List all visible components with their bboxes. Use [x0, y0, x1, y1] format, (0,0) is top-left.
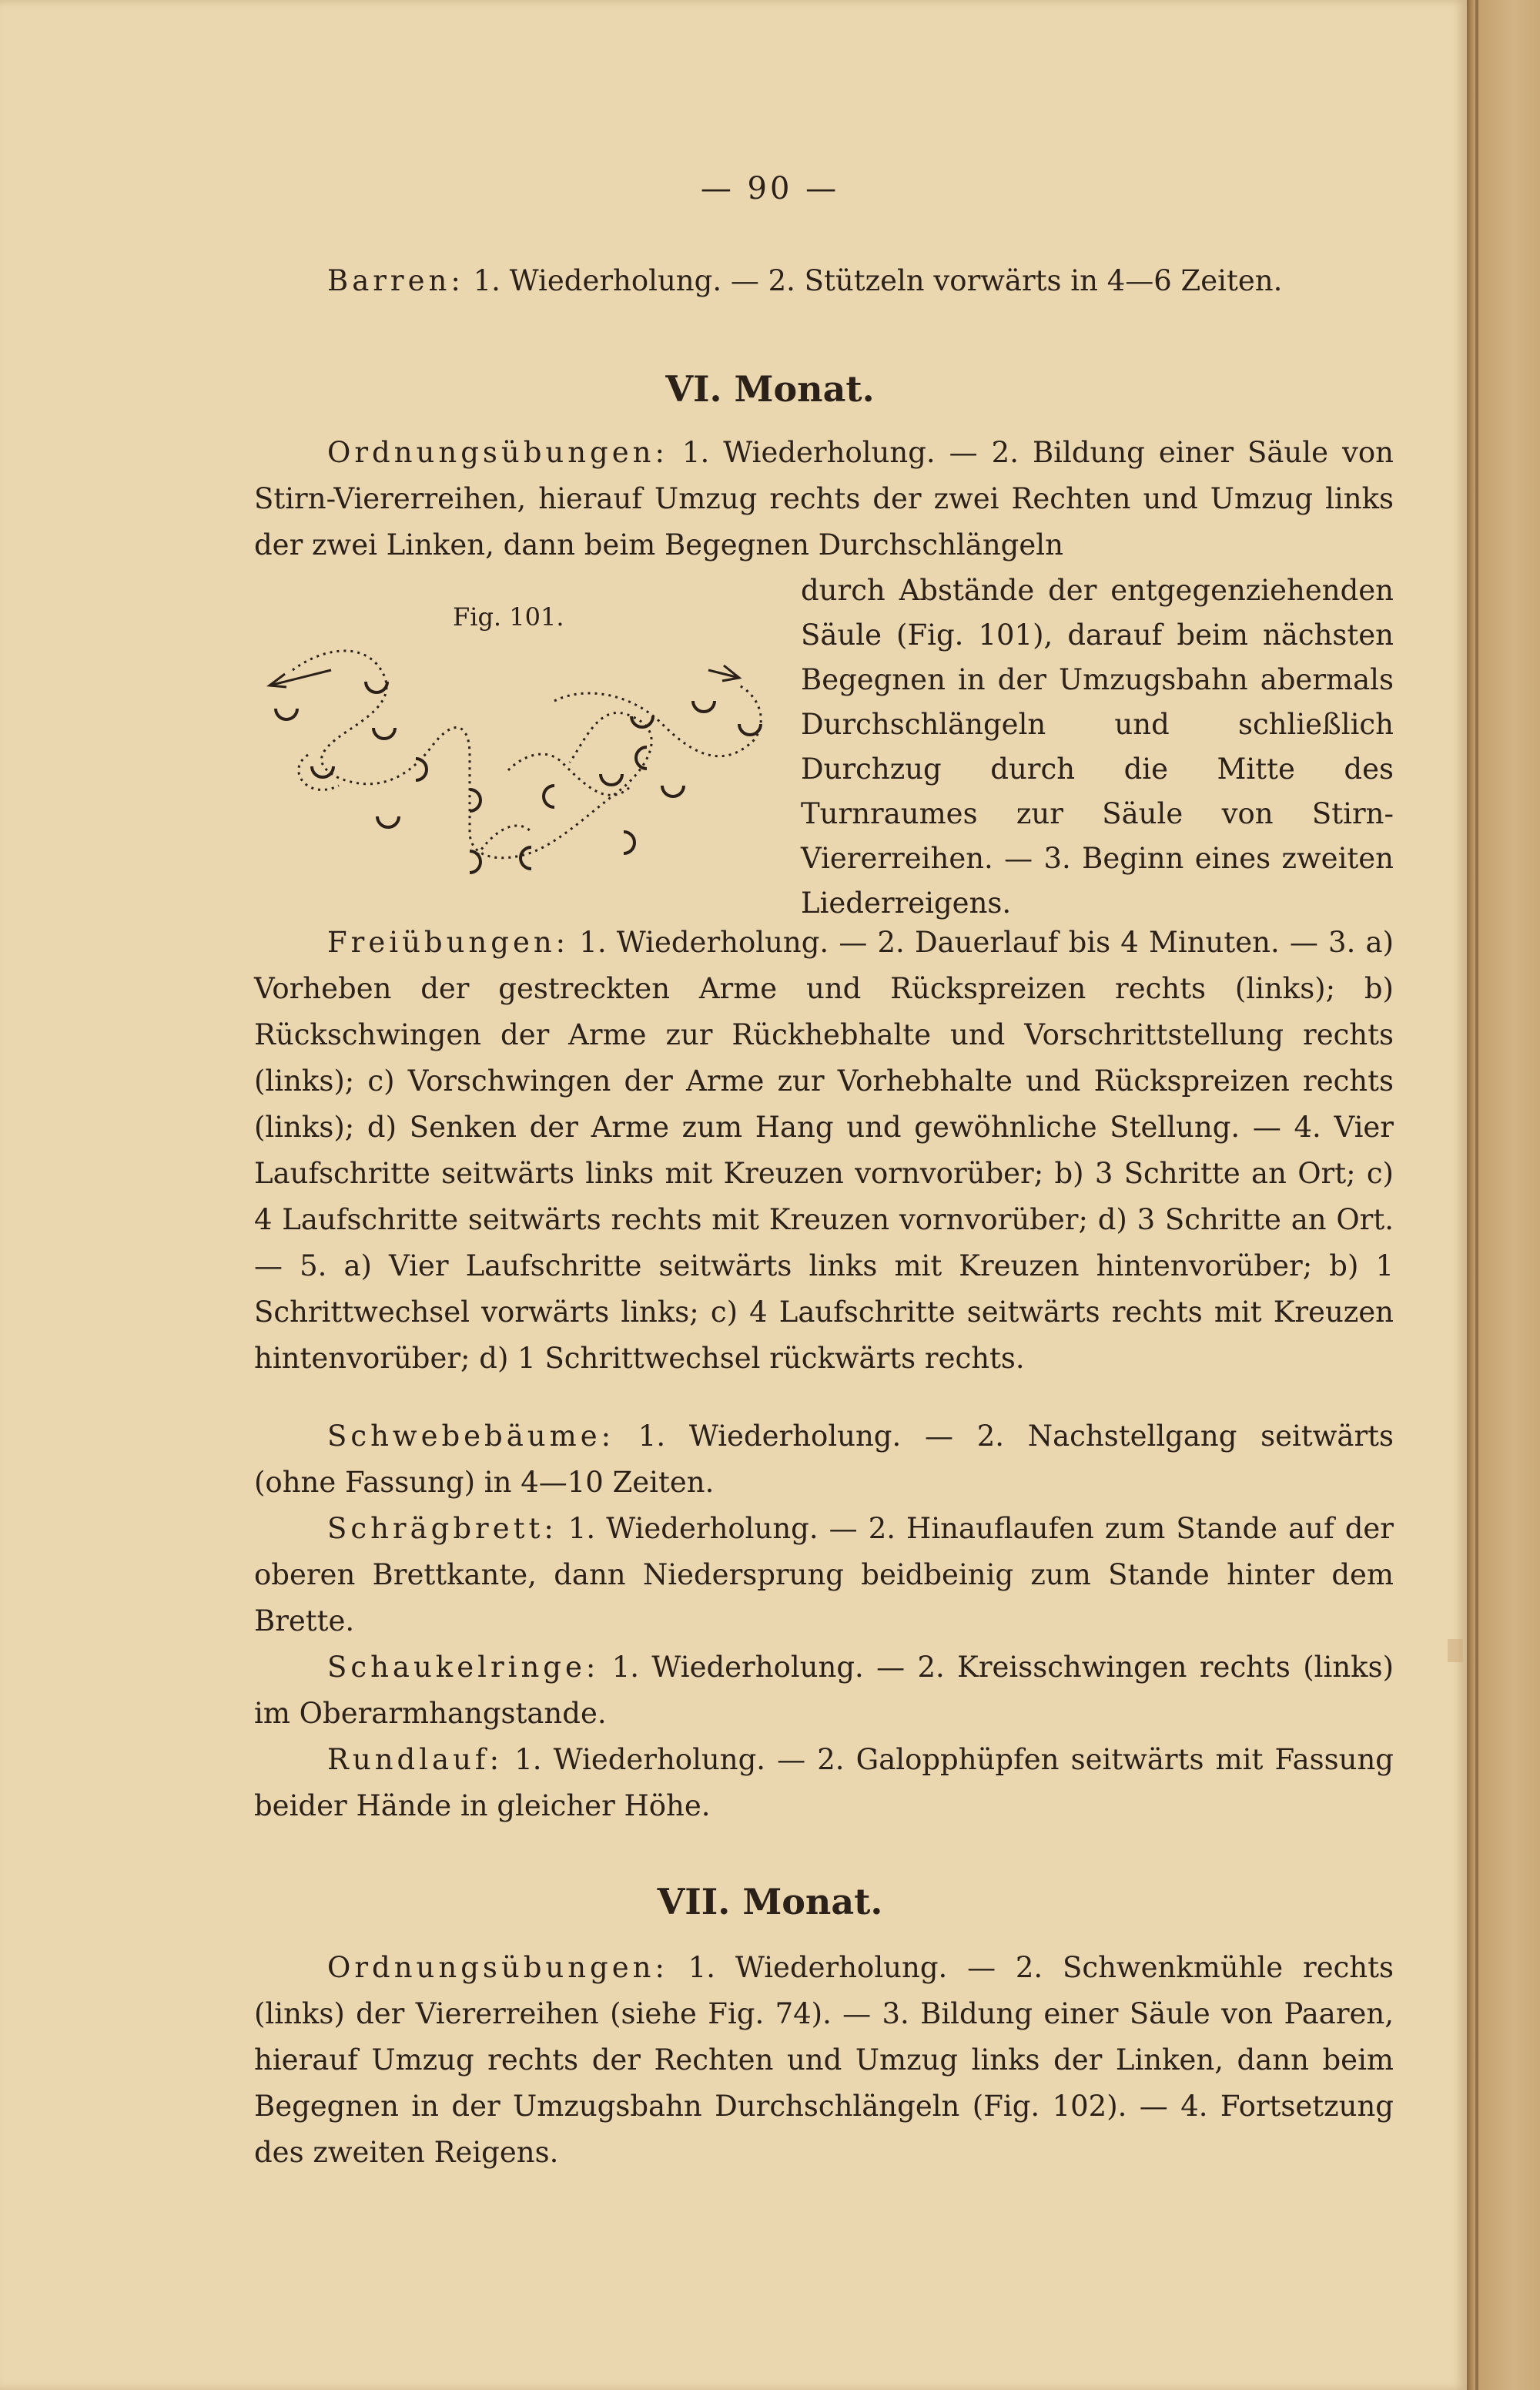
freiuebungen-paragraph [254, 920, 1394, 1382]
ordnung-vii-text: 1. Wiederholung. — 2. Schwenkmühle rechts (links) der Viererreihen (siehe Fig. 74). — 3. Bildung einer Säule von Paaren, hierauf Umzug rechts der Rechten und Umzug links der Linken, dann beim Begegnen in der Umzugsbahn Durchschlängeln (Fig. 102). — 4. Fortsetzung des zweiten Reigens. [254, 1951, 1394, 2169]
mark-4 [312, 766, 333, 777]
rundlauf-paragraph [254, 1737, 1394, 1829]
schaukelringe-paragraph [254, 1644, 1394, 1737]
schwebebaeume-paragraph [254, 1413, 1394, 1506]
schaukelringe-text: 1. Wiederholung. — 2. Kreisschwingen rechts (links) im Oberarmhangstande. [254, 1651, 1394, 1730]
ordnung-vi-lead: Ordnungsübungen: [327, 436, 668, 469]
month-vi-heading: VI. Monat. [665, 368, 875, 410]
mark-14 [636, 747, 647, 769]
mark-2 [276, 709, 297, 719]
barren-paragraph [254, 258, 1394, 304]
mark-15 [470, 851, 480, 873]
figure-caption: Fig. 101. [453, 602, 564, 632]
schwebebaeume-text: 1. Wiederholung. — 2. Nachstellgang seitwärts (ohne Fassung) in 4—10 Zeiten. [254, 1420, 1394, 1499]
rundlauf-lead: Rundlauf: [327, 1743, 504, 1776]
ordnung-vii-lead: Ordnungsübungen: [327, 1951, 668, 1984]
mark-3 [373, 728, 395, 739]
page-fold [1475, 0, 1478, 2390]
mark-1 [366, 682, 387, 692]
path-lines [293, 651, 761, 858]
schaukelringe-lead: Schaukelringe: [327, 1651, 600, 1684]
mark-10 [662, 786, 684, 796]
schraegbrett-paragraph [254, 1506, 1394, 1644]
mark-13 [739, 724, 761, 735]
mark-12 [693, 701, 715, 712]
mark-5 [416, 759, 427, 780]
mark-9 [601, 774, 622, 785]
schraegbrett-lead: Schrägbrett: [327, 1512, 557, 1545]
gymnast-marks [276, 682, 761, 873]
schraegbrett-text: 1. Wiederholung. — 2. Hinauflaufen zum Stande auf der oberen Brettkante, dann Niedersprung beidbeinig zum Stande hinter dem Brette. [254, 1512, 1394, 1637]
barren-lead: Barren: [327, 264, 464, 297]
freiuebungen-lead: Freiübungen: [327, 926, 570, 959]
figure-101-diagram [262, 601, 793, 893]
page-number: — 90 — [700, 171, 840, 206]
month-vii-heading: VII. Monat. [657, 1881, 883, 1922]
schwebebaeume-lead: Schwebebäume: [327, 1420, 615, 1453]
mark-8 [544, 786, 554, 807]
mark-7 [470, 789, 480, 811]
ordnung-vii-paragraph [254, 1945, 1394, 2176]
barren-text: 1. Wiederholung. — 2. Stützeln vorwärts in 4—6 Zeiten. [464, 264, 1283, 297]
rundlauf-text: 1. Wiederholung. — 2. Galopphüpfen seitwärts mit Fassung beider Hände in gleicher Höhe. [254, 1743, 1394, 1822]
ordnung-vi-continued: durch Abstände der entgegenziehenden Säule (Fig. 101), darauf beim nächsten Begegnen in der Umzugsbahn abermals Durchschlängeln und schließlich Durchzug durch die Mitte des Turnraumes zur Säule von Stirn-Viererreihen. — 3. Beginn eines zweiten Liederreigens. [801, 574, 1394, 920]
direction-arrows [270, 665, 739, 687]
mark-6 [377, 816, 399, 827]
ordnung-vi-text: 1. Wiederholung. — 2. Bildung einer Säule von Stirn-Viererreihen, hierauf Umzug rechts der zwei Rechten und Umzug links der zwei Linken, dann beim Begegnen Durchschlängeln [254, 436, 1394, 561]
mark-16 [521, 847, 531, 869]
ordnung-vi-paragraph [254, 430, 1394, 568]
paper-stain [1448, 1639, 1463, 1662]
mark-17 [624, 832, 634, 853]
freiuebungen-text: 1. Wiederholung. — 2. Dauerlauf bis 4 Minuten. — 3. a) Vorheben der gestreckten Arme und Rückspreizen rechts (links); b) Rückschwingen der Arme zur Rückhebhalte und Vorschrittstellung rechts (links); c) Vorschwingen der Arme zur Vorhebhalte und Rückspreizen rechts (links); d) Senken der Arme zum Hang und gewöhnliche Stellung. — 4. Vier Laufschritte seitwärts links mit Kreuzen vornvorüber; b) 3 Schritte an Ort; c) 4 Laufschritte seitwärts rechts mit Kreuzen vornvorüber; d) 3 Schritte an Ort. — 5. a) Vier Laufschritte seitwärts links mit Kreuzen hintenvorüber; b) 1 Schrittwechsel vorwärts links; c) 4 Laufschritte seitwärts rechts mit Kreuzen hintenvorüber; d) 1 Schrittwechsel rückwärts rechts. [254, 926, 1394, 1375]
